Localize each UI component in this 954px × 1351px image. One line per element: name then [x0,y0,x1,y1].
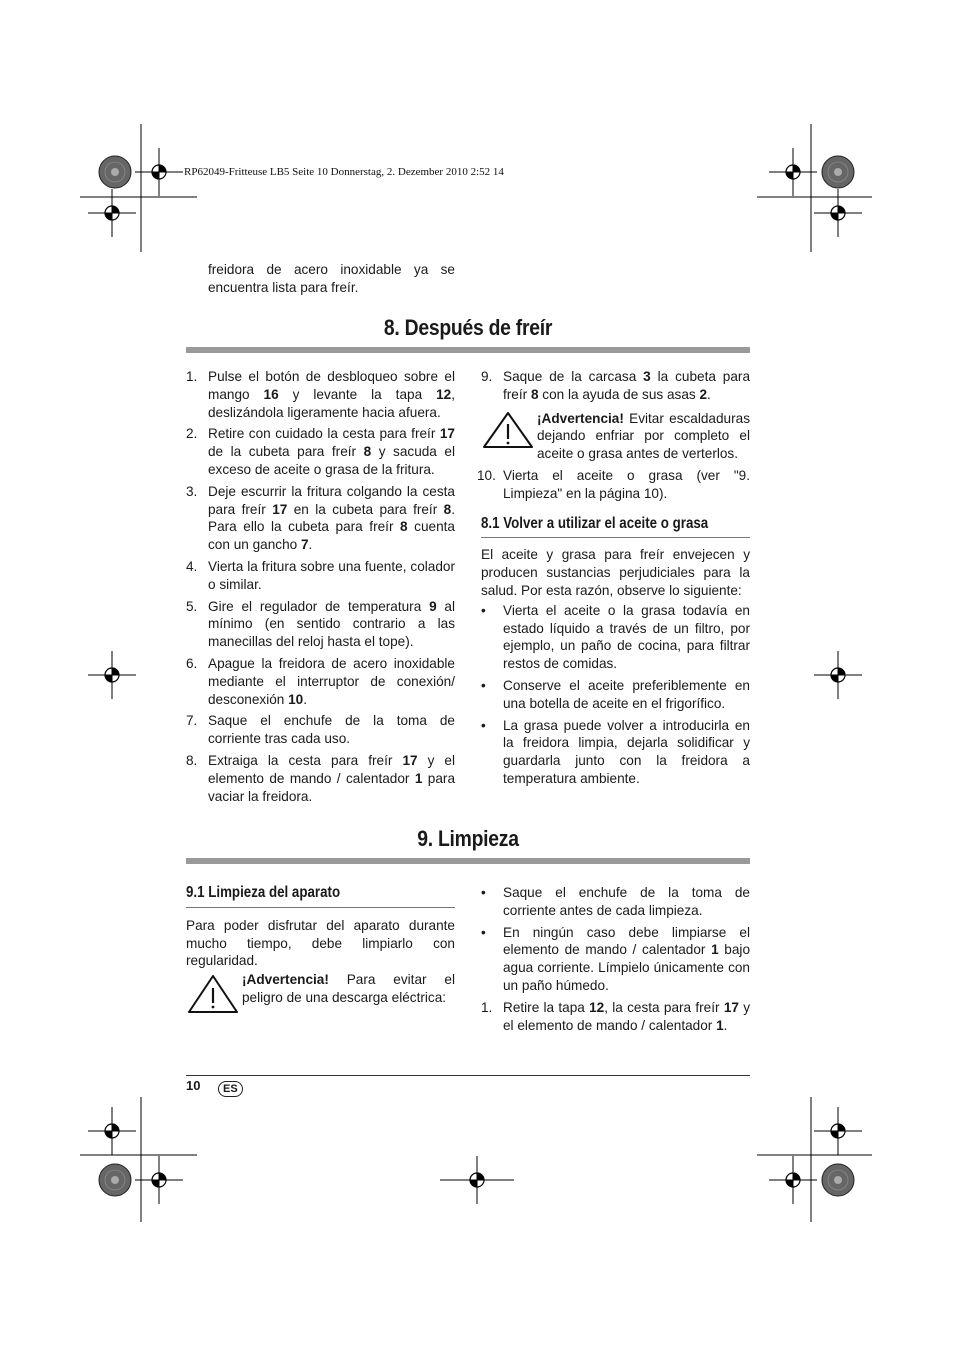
step-6: 6. Apague la freidora de acero inoxidable mediante el interruptor de conexión/ desconexión 10. [186,655,455,707]
bullet-icon: • [481,677,486,693]
page-number: 10 [186,1078,201,1093]
list-item: • Conserve el aceite preferiblemente en una botella de aceite en el frigorífico. [481,677,750,711]
bullet-icon: • [481,924,486,940]
subsection-rule [186,907,455,908]
language-badge: ES [218,1079,243,1097]
warning-label: ¡Advertencia! [537,410,624,426]
section-9-right-column [481,884,750,1038]
warning-text: Evitar escaldaduras dejando enfriar por completo el aceite o grasa antes de verterlos. [537,410,750,462]
print-header: RP62049-Fritteuse LB5 Seite 10 Donnerstag, 2. Dezember 2010 2:52 14 [184,166,504,178]
step-9: 9. Saque de la carcasa 3 la cubeta para freír 8 con la ayuda de sus asas 2. [481,369,751,402]
section-9-1-paragraph: Para poder disfrutar del aparato durante mucho tiempo, debe limpiarlo con regularidad. [186,917,455,969]
step-1: 1. Pulse el botón de desbloqueo sobre el mango 16 y levante la tapa 12, deslizándola ligeramente hacia afuera. [186,369,456,420]
step-4: 4. Vierta la fritura sobre una fuente, colador o similar. [186,558,455,592]
step-7: 7. Saque el enchufe de la toma de corriente tras cada uso. [186,713,455,747]
subsection-rule [481,537,750,538]
warning-icon [481,410,535,450]
section-9-title: 9. Limpieza [417,826,519,851]
step-8: 8. Extraiga la cesta para freír 17 y el elemento de mando / calentador 1 para vaciar la freidora. [186,752,456,804]
section-8-steps-left [186,368,455,809]
bullet-icon: • [481,885,486,900]
section-8-1-title: 8.1 Volver a utilizar el aceite o grasa [481,514,709,532]
intro-text: freidora de acero inoxidable ya se encuentra lista para freír. [208,262,455,295]
section-8-title: 8. Después de freír [383,315,553,340]
list-item: • Saque el enchufe de la toma de corriente antes de cada limpieza. [481,885,750,918]
footer-rule [186,1075,750,1076]
section-divider [186,347,750,353]
list-item: • Vierta el aceite o la grasa todavía en estado líquido a través de un filtro, por ejemplo, un paño de cocina, para filtrar restos de comidas. [481,602,750,672]
list-item: • En ningún caso debe limpiarse el elemento de mando / calentador 1 bajo agua corriente. Límpielo únicamente con un paño húmedo. [481,924,751,993]
section-divider [186,858,750,864]
warning-label: ¡Advertencia! [242,972,329,988]
section-8-1-paragraph: El aceite y grasa para freír envejecen y producen sustancias perjudiciales para la salud. Por esta razón, observe lo siguiente: [481,547,750,598]
warning-icon [186,971,240,1015]
cleaning-step-1: 1. Retire la tapa 12, la cesta para freír 17 y el elemento de mando / calentador 1. [481,999,751,1033]
section-8-steps-right [477,368,751,792]
step-3: 3. Deje escurrir la fritura colgando la cesta para freír 17 en la cubeta para freír 8. Para ello la cubeta para freír 8 cuenta con un gancho 7. [186,483,455,553]
warning-box [481,410,750,463]
section-9-1-title: 9.1 Limpieza del aparato [186,884,341,901]
step-10: 10. Vierta el aceite o grasa (ver "9. Limpieza" en la página 10). [477,467,750,501]
warning-text: Para evitar el peligro de una descarga eléctrica: [242,972,455,1005]
bullet-icon: • [481,717,486,733]
section-9-left-column [186,884,455,1015]
bullet-icon: • [481,602,486,618]
list-item: • La grasa puede volver a introducirla en la freidora limpia, dejarla solidificar y guardarla junto con la freidora a temperatura ambiente. [481,717,750,786]
warning-box [186,971,455,1015]
step-5: 5. Gire el regulador de temperatura 9 al mínimo (en sentido contrario a las manecillas del reloj hasta el tope). [186,598,455,650]
step-2: 2. Retire con cuidado la cesta para freír 17 de la cubeta para freír 8 y sacuda el exceso de aceite o grasa de la fritura. [186,426,455,477]
